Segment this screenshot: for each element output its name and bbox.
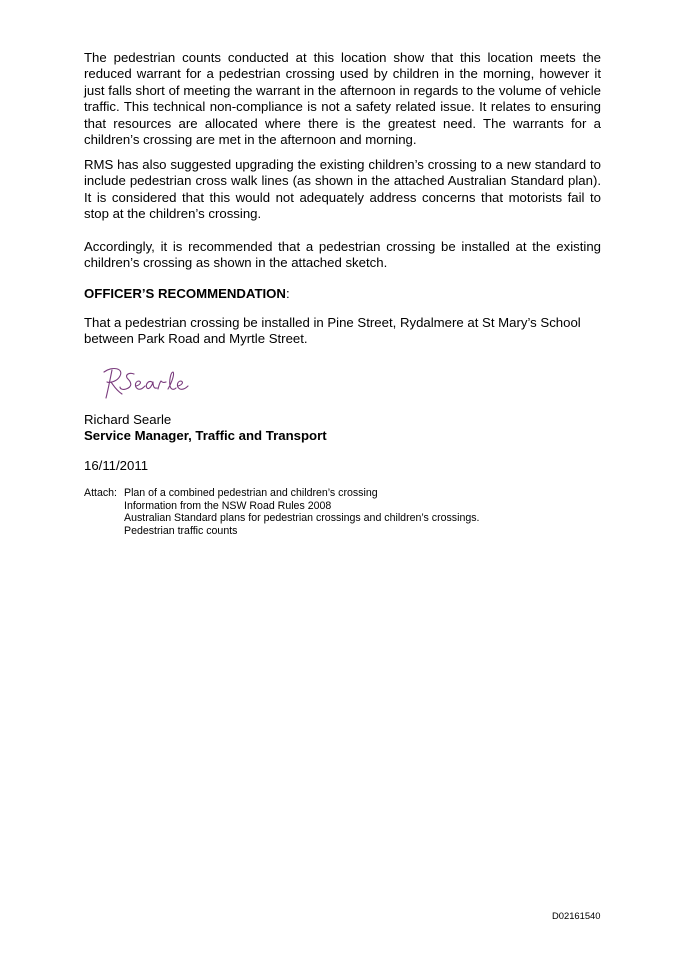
signatory-title: Service Manager, Traffic and Transport — [84, 428, 327, 443]
document-reference: D02161540 — [552, 910, 601, 921]
recommendation-heading-colon: : — [285, 286, 290, 301]
attachment-item: Australian Standard plans for pedestrian crossings and children’s crossings. — [124, 512, 480, 525]
paragraph-rms-suggestion: RMS has also suggested upgrading the existing children’s crossing to a new standard to include pedestrian cross walk lines (as shown in the attached Australian Standard plan). It is considered that this would not adequately address concerns that motorists fail to stop at the children’s crossing. — [84, 157, 601, 222]
document-date: 16/11/2011 — [84, 458, 149, 473]
paragraph-pedestrian-counts: The pedestrian counts conducted at this location show that this location meets the reduced warrant for a pedestrian crossing used by children in the morning, however it just falls short of meeting the warrant in the afternoon in regards to the volume of vehicle traffic. This technical non-compliance is not a safety related issue. It relates to ensuring that resources are allocated where there is the greatest need. The warrants for a children’s crossing are met in the afternoon and morning. — [84, 50, 601, 148]
attachment-item: Information from the NSW Road Rules 2008 — [124, 499, 332, 512]
recommendation-heading-text: OFFICER’S RECOMMENDATION — [84, 286, 286, 301]
attachments-list — [124, 487, 604, 537]
paragraph-recommended-action: Accordingly, it is recommended that a pedestrian crossing be installed at the existing children’s crossing as shown in the attached sketch. — [84, 239, 601, 271]
recommendation-heading — [84, 286, 290, 302]
handwritten-signature — [98, 364, 198, 404]
attachments-label: Attach: — [84, 487, 117, 499]
attachment-item: Plan of a combined pedestrian and children’s crossing — [124, 487, 378, 499]
recommendation-text: That a pedestrian crossing be installed in Pine Street, Rydalmere at St Mary’s School between Park Road and Myrtle Street. — [84, 315, 581, 347]
attachment-item: Pedestrian traffic counts — [124, 524, 238, 537]
signatory-name: Richard Searle — [84, 412, 172, 427]
